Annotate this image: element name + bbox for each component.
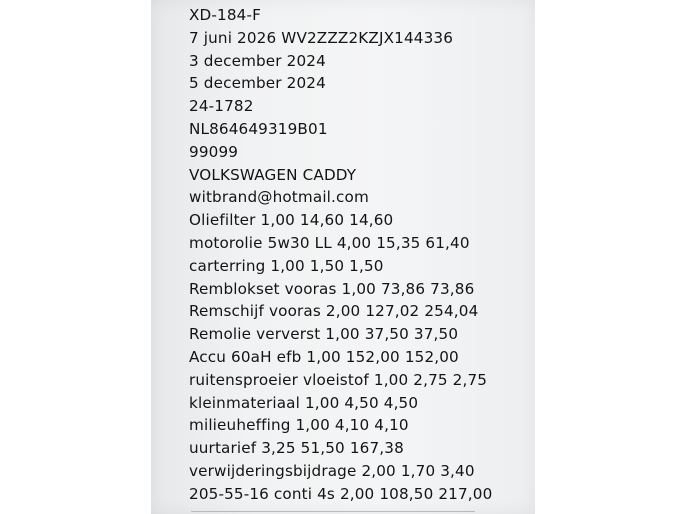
- vehicle-model-line: VOLKSWAGEN CADDY: [189, 165, 357, 184]
- item-line: Oliefilter 1,00 14,60 14,60: [189, 211, 394, 230]
- item-line: verwijderingsbijdrage 2,00 1,70 3,40: [189, 461, 475, 480]
- item-line: Remolie ververst 1,00 37,50 37,50: [189, 325, 459, 344]
- item-line: kleinmateriaal 1,00 4,50 4,50: [189, 393, 419, 412]
- date-line: 5 december 2024: [189, 74, 326, 93]
- reference-number-line: 24-1782: [189, 97, 254, 116]
- item-line: motorolie 5w30 LL 4,00 15,35 61,40: [189, 233, 470, 252]
- vat-number-line: NL864649319B01: [189, 119, 328, 138]
- license-plate-line: XD-184-F: [189, 6, 261, 24]
- date-vin-line: 7 juni 2026 WV2ZZZ2KZJX144336: [189, 28, 454, 47]
- item-line: ruitensproeier vloeistof 1,00 2,75 2,75: [189, 370, 488, 389]
- document-lines: [189, 4, 492, 506]
- item-line: carterring 1,00 1,50 1,50: [189, 256, 384, 275]
- item-line: Accu 60aH efb 1,00 152,00 152,00: [189, 347, 459, 366]
- item-line: Remschijf vooras 2,00 127,02 254,04: [189, 302, 479, 321]
- mileage-line: 99099: [189, 142, 239, 161]
- item-line: uurtarief 3,25 51,50 167,38: [189, 439, 404, 458]
- item-line: milieuheffing 1,00 4,10 4,10: [189, 416, 409, 435]
- item-line: 205-55-16 conti 4s 2,00 108,50 217,00: [189, 484, 493, 503]
- email-line: witbrand@hotmail.com: [189, 188, 369, 207]
- date-line: 3 december 2024: [189, 51, 326, 70]
- item-line: Remblokset vooras 1,00 73,86 73,86: [189, 279, 475, 298]
